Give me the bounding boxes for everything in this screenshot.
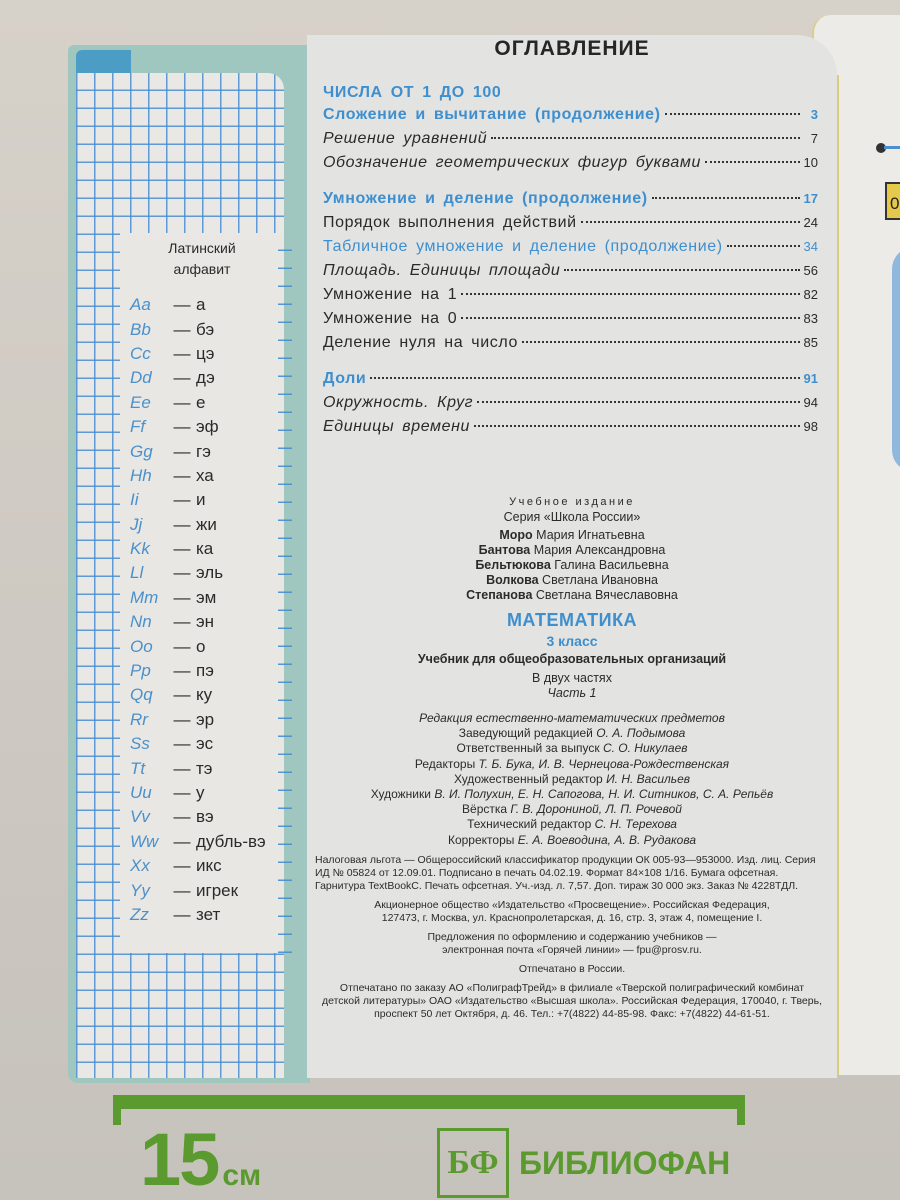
alphabet-item — [130, 561, 290, 585]
alphabet-item — [130, 805, 290, 829]
publisher-line: 127473, г. Москва, ул. Краснопролетарская, д. 16, стр. 3, этаж 4, помещение I. — [381, 911, 763, 924]
alphabet-item — [130, 439, 290, 463]
latin-letter: Rr — [130, 709, 148, 729]
credit-names: Редакция естественно-математических предметов — [419, 711, 725, 725]
credit-line — [307, 757, 837, 772]
credit-names: Т. Б. Бука, И. В. Чернецова-Рождественская — [478, 756, 730, 771]
dash: — — [173, 685, 191, 705]
dot-leader — [477, 401, 799, 403]
alphabet-item — [130, 513, 290, 537]
alphabet-item — [130, 903, 290, 927]
toc-entry-page: 56 — [803, 263, 818, 278]
latin-letter: Yy — [130, 880, 150, 900]
latin-letter: Qq — [130, 685, 153, 705]
dash: — — [173, 392, 191, 412]
alphabet-item — [130, 537, 290, 561]
russian-name: бэ — [196, 319, 215, 339]
credit-role: Вёрстка — [462, 802, 508, 817]
dash: — — [173, 319, 191, 339]
russian-name: е — [196, 392, 206, 412]
toc-entry-page: 85 — [803, 335, 818, 350]
toc-entry-label: Умножение на 1 — [323, 286, 458, 303]
russian-name: дэ — [196, 368, 215, 388]
russian-name: эр — [196, 709, 215, 729]
credit-role: Художники — [370, 787, 431, 802]
alphabet-title — [120, 238, 284, 280]
toc-entries — [323, 106, 818, 442]
printer-line: проспект 50 лет Октября, д. 46. Тел.: +7(4822) 44-85-98. Факс: +7(4822) 44-61-51. — [374, 1007, 770, 1020]
latin-letter: Bb — [130, 319, 151, 339]
toc-entry-page: 17 — [803, 191, 818, 206]
alphabet-item — [130, 659, 290, 683]
author — [307, 528, 837, 543]
alphabet-item — [130, 317, 290, 341]
credit-line — [307, 833, 837, 848]
authors-list — [307, 528, 837, 603]
credit-role: Технический редактор — [467, 817, 592, 832]
author-surname: Бантова — [478, 543, 531, 557]
latin-letter: Ll — [130, 563, 144, 583]
dot-leader — [581, 221, 800, 223]
dash: — — [173, 368, 191, 388]
dash: — — [173, 758, 191, 778]
toc-entry-label: Окружность. Круг — [323, 394, 474, 411]
toc-entry-page: 34 — [803, 239, 818, 254]
latin-letter: Ii — [130, 490, 139, 510]
russian-name: и — [196, 490, 206, 510]
latin-letter: Cc — [130, 343, 151, 363]
dash: — — [173, 587, 191, 607]
grade: 3 класс — [546, 633, 598, 649]
author-name: Мария Александровна — [533, 543, 666, 557]
feedback-info — [307, 931, 837, 957]
russian-name: цэ — [196, 343, 215, 363]
toc-entry-label: Решение уравнений — [323, 130, 488, 147]
dash: — — [173, 514, 191, 534]
toc-entry[interactable] — [323, 214, 818, 238]
feedback-line: электронная почта «Горячей линии» — fpu@prosv.ru. — [442, 943, 702, 956]
toc-section-heading — [323, 84, 818, 106]
alphabet-item — [130, 464, 290, 488]
latin-letter: Aa — [130, 295, 151, 315]
credit-role: Художественный редактор — [453, 771, 603, 786]
credit-role: Ответственный за выпуск — [456, 741, 600, 756]
dot-leader — [461, 317, 799, 319]
feedback-line: Предложения по оформлению и содержанию учебников — — [427, 930, 717, 943]
section-heading-label: ЧИСЛА ОТ 1 ДО 100 — [323, 84, 502, 101]
parts: В двух частях — [532, 671, 612, 685]
credit-role: Корректоры — [447, 832, 515, 847]
legal-line: Налоговая льгота — Общероссийский классификатор продукции ОК 005-93—953000. Изд. лиц. Серия — [315, 853, 816, 866]
alphabet-item — [130, 391, 290, 415]
author-surname: Степанова — [466, 588, 533, 602]
toc-entry-label: Обозначение геометрических фигур буквами — [323, 154, 701, 171]
latin-letter: Xx — [130, 856, 150, 876]
toc-gap — [323, 178, 818, 190]
blue-line — [884, 146, 900, 149]
printer-line: Отпечатано по заказу АО «ПолиграфТрейд» в филиале «Тверской полиграфический комбинат — [339, 981, 805, 994]
toc-entry-label: Единицы времени — [323, 418, 471, 435]
book-subtitle: Учебник для общеобразовательных организаций — [417, 652, 727, 666]
dot-leader — [665, 113, 800, 115]
credit-line — [307, 802, 837, 817]
credit-role: Заведующий редакцией — [458, 726, 593, 741]
russian-name: тэ — [196, 758, 213, 778]
toc-entry[interactable] — [323, 106, 818, 130]
toc-entry-page: 94 — [803, 395, 818, 410]
author — [307, 543, 837, 558]
legal-line: ИД № 05824 от 12.09.01. Подписано в печать 04.02.19. Формат 84×108 1/16. Бумага офсетная. — [315, 866, 779, 879]
russian-name: а — [196, 295, 206, 315]
alphabet-item — [130, 732, 290, 756]
alphabet-item — [130, 683, 290, 707]
alphabet-item — [130, 488, 290, 512]
author — [307, 573, 837, 588]
credit-line — [307, 726, 837, 741]
dash: — — [173, 709, 191, 729]
latin-letter: Ss — [130, 734, 150, 754]
dot-leader — [474, 425, 800, 427]
toc-entry[interactable] — [323, 418, 818, 442]
dash: — — [173, 831, 191, 851]
dot-leader — [652, 197, 800, 199]
dash: — — [173, 734, 191, 754]
toc-entry[interactable] — [323, 262, 818, 286]
ruler-bracket — [113, 1095, 745, 1109]
toc-entry-page: 10 — [803, 155, 818, 170]
credit-names: Г. В. Дорониной, Л. П. Рочевой — [510, 802, 682, 817]
logo-name: БИБЛИОФАН — [519, 1144, 731, 1181]
latin-letter: Pp — [130, 661, 151, 681]
latin-letter: Vv — [130, 807, 150, 827]
credit-line — [307, 711, 837, 726]
latin-letter: Zz — [130, 904, 149, 924]
author-surname: Волкова — [486, 573, 539, 587]
credit-names: С. О. Никулаев — [602, 741, 688, 756]
alphabet-card — [120, 233, 284, 953]
blue-shape — [892, 247, 900, 472]
toc-entry[interactable] — [323, 190, 818, 214]
toc-entry-page: 24 — [803, 215, 818, 230]
legal-info — [307, 854, 837, 893]
credits-list — [307, 711, 837, 848]
alphabet-list — [130, 293, 290, 927]
alphabet-title-line1: Латинский — [168, 240, 236, 256]
toc-entry[interactable] — [323, 238, 818, 262]
credit-names: В. И. Полухин, Е. Н. Сапогова, Н. И. Ситников, С. А. Репьёв — [434, 787, 774, 802]
russian-name: гэ — [196, 441, 211, 461]
table-of-contents — [323, 84, 818, 442]
dash: — — [173, 612, 191, 632]
alphabet-item — [130, 756, 290, 780]
part-number: Часть 1 — [547, 686, 597, 700]
alphabet-item — [130, 610, 290, 634]
russian-name: пэ — [196, 661, 214, 681]
credit-names: И. Н. Васильев — [606, 771, 691, 786]
dash: — — [173, 661, 191, 681]
toc-entry[interactable] — [323, 154, 818, 178]
russian-name: эм — [196, 587, 217, 607]
legal-line: Гарнитура TextBookC. Печать офсетная. Уч.-изд. л. 7,57. Доп. тираж 30 000 экз. Заказ № 4228ТДЛ. — [315, 879, 799, 892]
toc-entry-page: 91 — [803, 371, 818, 386]
latin-letter: Oo — [130, 636, 153, 656]
toc-entry[interactable] — [323, 286, 818, 310]
dash: — — [173, 563, 191, 583]
author-name: Светлана Вячеславовна — [535, 588, 678, 602]
toc-entry-label: Порядок выполнения действий — [323, 214, 577, 231]
latin-letter: Gg — [130, 441, 153, 461]
toc-entry-label: Сложение и вычитание (продолжение) — [323, 106, 661, 123]
russian-name: у — [196, 783, 205, 802]
publisher-info — [307, 899, 837, 925]
toc-entry-page: 82 — [803, 287, 818, 302]
russian-name: игрек — [196, 880, 239, 900]
dash: — — [173, 465, 191, 485]
russian-name: дубль-вэ — [196, 831, 266, 851]
toc-entry-page: 7 — [810, 131, 818, 146]
dash: — — [173, 783, 191, 802]
latin-letter: Jj — [130, 514, 143, 534]
yellow-number-box: 0 — [885, 182, 900, 220]
dash: — — [173, 343, 191, 363]
toc-entry-label: Площадь. Единицы площади — [323, 262, 561, 279]
page-edge — [837, 75, 839, 1075]
credit-names: С. Н. Терехова — [594, 817, 677, 832]
size-value: 15 — [140, 1118, 219, 1200]
latin-letter: Kk — [130, 539, 150, 559]
toc-entry[interactable] — [323, 334, 818, 358]
alphabet-item — [130, 634, 290, 658]
book-title: МАТЕМАТИКА — [506, 610, 638, 630]
toc-entry-label: Умножение на 0 — [323, 310, 458, 327]
book-logo-icon: БФ — [437, 1128, 509, 1198]
russian-name: эн — [196, 612, 215, 632]
dash: — — [173, 441, 191, 461]
dash: — — [173, 295, 191, 315]
latin-letter: Dd — [130, 368, 152, 388]
alphabet-item — [130, 586, 290, 610]
credit-role: Редакторы — [414, 756, 476, 771]
russian-name: о — [196, 636, 206, 656]
dot-leader — [370, 377, 799, 379]
russian-name: эль — [196, 563, 224, 583]
author-surname: Бельтюкова — [475, 558, 551, 572]
series: Серия «Школа России» — [503, 510, 641, 524]
toc-entry[interactable] — [323, 310, 818, 334]
dash: — — [173, 880, 191, 900]
russian-name: зет — [196, 904, 221, 924]
dot-leader — [727, 245, 800, 247]
dot-leader — [461, 293, 799, 295]
russian-name: ку — [196, 685, 213, 705]
printed-in: Отпечатано в России. — [518, 962, 626, 975]
russian-name: ха — [196, 465, 214, 485]
alphabet-item — [130, 415, 290, 439]
credit-line — [307, 817, 837, 832]
credit-names: О. А. Подымова — [596, 726, 686, 741]
contents-page — [307, 35, 837, 1078]
latin-letter: Nn — [130, 612, 152, 632]
alphabet-item — [130, 781, 290, 805]
toc-entry-label: Деление нуля на число — [323, 334, 518, 351]
credit-line — [307, 772, 837, 787]
author-surname: Моро — [499, 528, 533, 542]
dash: — — [173, 807, 191, 827]
toc-entry-page: 98 — [803, 419, 818, 434]
dash: — — [173, 490, 191, 510]
author-name: Галина Васильевна — [554, 558, 669, 572]
dash: — — [173, 904, 191, 924]
toc-entry-page: 83 — [803, 311, 818, 326]
author — [307, 558, 837, 573]
credit-line — [307, 787, 837, 802]
toc-entry-label: Табличное умножение и деление (продолжение) — [323, 238, 723, 255]
credit-line — [307, 741, 837, 756]
alphabet-item — [130, 293, 290, 317]
toc-entry-label: Умножение и деление (продолжение) — [323, 190, 648, 207]
printer-line: детской литературы» ОАО «Издательство «Высшая школа». Российская Федерация, 170040, г. Тверь, — [321, 994, 822, 1007]
author — [307, 588, 837, 603]
author-name: Светлана Ивановна — [542, 573, 658, 587]
dot-leader — [491, 137, 800, 139]
toc-entry[interactable] — [323, 370, 818, 394]
russian-name: жи — [196, 514, 217, 534]
alphabet-item — [130, 854, 290, 878]
alphabet-item — [130, 708, 290, 732]
alphabet-item — [130, 366, 290, 390]
edition-type: Учебное издание — [509, 496, 635, 508]
printer-info — [307, 982, 837, 1021]
latin-letter: Hh — [130, 465, 152, 485]
alphabet-title-line2: алфавит — [173, 261, 231, 277]
toc-gap — [323, 358, 818, 370]
russian-name: эс — [196, 734, 214, 754]
latin-letter: Uu — [130, 783, 152, 802]
dash: — — [173, 417, 191, 437]
dash: — — [173, 636, 191, 656]
imprint — [307, 495, 837, 1021]
dash: — — [173, 539, 191, 559]
toc-entry[interactable] — [323, 130, 818, 154]
bibliofan-logo — [437, 1128, 730, 1198]
alphabet-item — [130, 878, 290, 902]
russian-name: икс — [196, 856, 222, 876]
dash: — — [173, 856, 191, 876]
size-unit: см — [222, 1159, 262, 1192]
russian-name: ка — [196, 539, 214, 559]
dot-leader — [522, 341, 800, 343]
toc-title: ОГЛАВЛЕНИЕ — [494, 37, 650, 60]
toc-entry-page: 3 — [810, 107, 818, 122]
credit-names: Е. А. Воеводина, А. В. Рудакова — [517, 832, 697, 847]
latin-letter: Tt — [130, 758, 146, 778]
toc-entry[interactable] — [323, 394, 818, 418]
latin-letter: Ee — [130, 392, 151, 412]
size-label — [140, 1120, 261, 1200]
latin-letter: Mm — [130, 587, 159, 607]
publisher-line: Акционерное общество «Издательство «Просвещение». Российская Федерация, — [374, 898, 770, 911]
russian-name: эф — [196, 417, 219, 437]
alphabet-item — [130, 342, 290, 366]
latin-letter: Ww — [130, 831, 159, 851]
latin-letter: Ff — [130, 417, 146, 437]
toc-entry-label: Доли — [323, 370, 367, 387]
alphabet-item — [130, 830, 290, 854]
russian-name: вэ — [196, 807, 214, 827]
author-name: Мария Игнатьевна — [536, 528, 645, 542]
latin-alphabet-strip — [68, 45, 310, 1083]
dot-leader — [705, 161, 800, 163]
dot-leader — [564, 269, 799, 271]
